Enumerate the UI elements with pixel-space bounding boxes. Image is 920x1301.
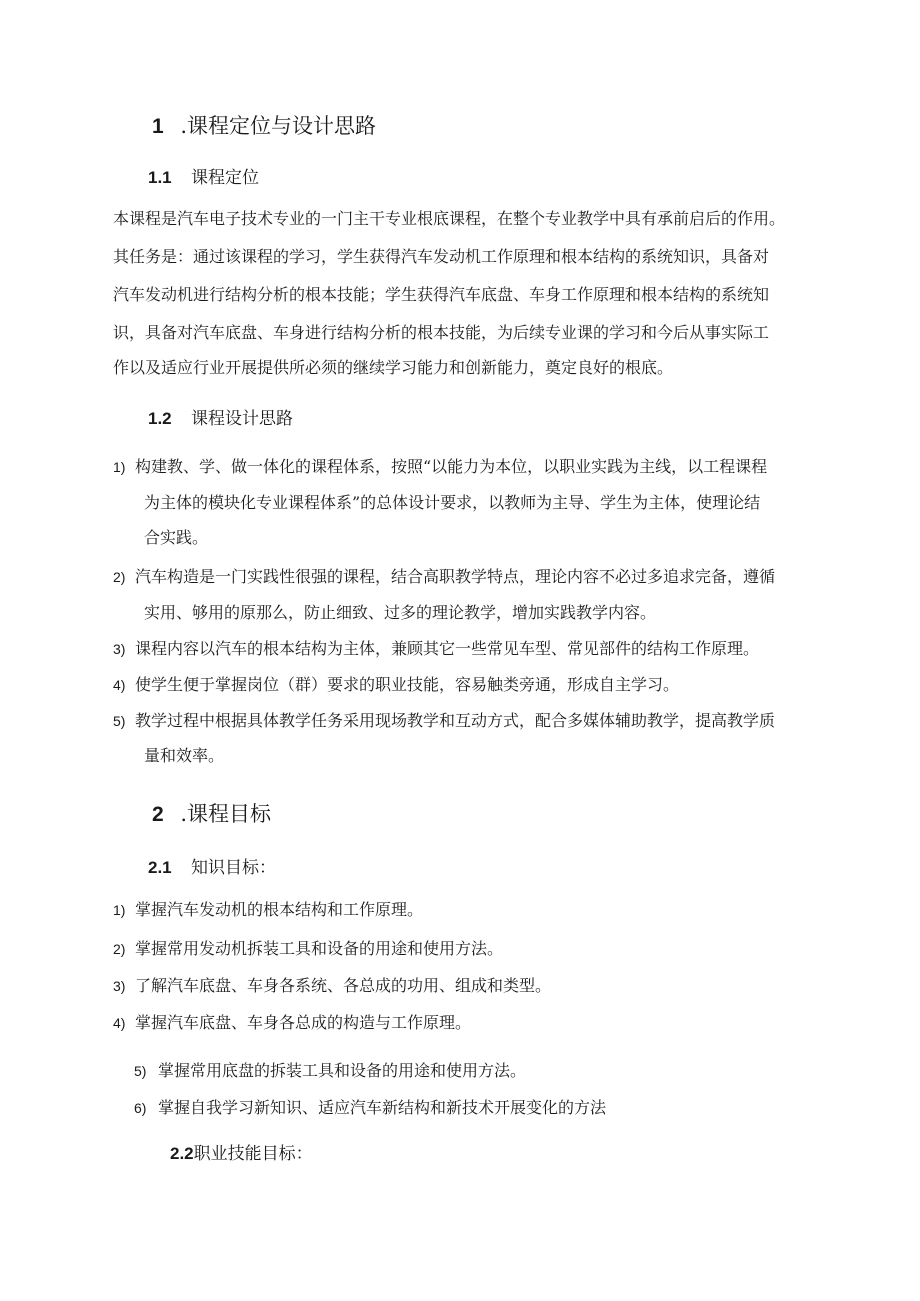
paragraph-line: 作以及适应行业开展提供所必须的继续学习能力和创新能力，奠定良好的根底。 bbox=[113, 358, 674, 377]
list-item-text: 掌握自我学习新知识、适应汽车新结构和新技术开展变化的方法 bbox=[158, 1098, 607, 1117]
list-item-continuation: 量和效率。 bbox=[144, 746, 225, 765]
paragraph-line: 汽车发动机进行结构分析的根本技能；学生获得汽车底盘、车身工作原理和根本结构的系统知 bbox=[113, 285, 770, 304]
subsection-2-2-title: 职业技能目标： bbox=[193, 1144, 313, 1164]
section-2-title: .课程目标 bbox=[180, 802, 272, 826]
list-item bbox=[113, 899, 423, 921]
subsection-1-2-heading bbox=[148, 407, 293, 431]
list-item bbox=[113, 975, 551, 997]
section-1-title: .课程定位与设计思路 bbox=[180, 114, 377, 138]
section-1-heading bbox=[152, 112, 376, 141]
subsection-1-1-number: 1.1 bbox=[148, 168, 172, 187]
list-item bbox=[113, 1012, 471, 1034]
list-item bbox=[113, 674, 679, 696]
list-item-text: 掌握汽车底盘、车身各总成的构造与工作原理。 bbox=[135, 1013, 472, 1032]
subsection-1-1-title: 课程定位 bbox=[191, 168, 260, 188]
list-item-text: 课程内容以汽车的根本结构为主体，兼顾其它一些常见车型、常见部件的结构工作原理。 bbox=[135, 639, 760, 658]
list-item-text: 掌握汽车发动机的根本结构和工作原理。 bbox=[135, 900, 424, 919]
subsection-1-2-number: 1.2 bbox=[148, 409, 172, 428]
list-item bbox=[113, 638, 759, 660]
section-2-number: 2 bbox=[152, 803, 164, 826]
list-item-continuation: 合实践。 bbox=[144, 528, 209, 547]
list-item-text: 汽车构造是一门实践性很强的课程，结合高职教学特点，理论内容不必过多追求完备，遵循 bbox=[135, 567, 776, 586]
subsection-1-1-heading bbox=[148, 166, 259, 190]
list-item-text: 构建教、学、做一体化的课程体系，按照“以能力为本位，以职业实践为主线，以工程课程 bbox=[135, 457, 768, 476]
list-item bbox=[134, 1060, 526, 1082]
paragraph-line: 识，具备对汽车底盘、车身进行结构分析的根本技能，为后续专业课的学习和今后从事实际工 bbox=[113, 323, 770, 342]
subsection-2-1-number: 2.1 bbox=[148, 858, 172, 877]
list-marker: 1) bbox=[113, 459, 126, 475]
list-item bbox=[134, 1097, 606, 1119]
list-item-continuation: 实用、够用的原那么，防止细致、过多的理论教学，增加实践教学内容。 bbox=[144, 603, 657, 622]
list-item bbox=[113, 938, 503, 960]
list-marker: 2) bbox=[113, 941, 126, 957]
subsection-2-2-number: 2.2 bbox=[170, 1144, 194, 1163]
list-marker: 3) bbox=[113, 978, 126, 994]
list-item bbox=[113, 710, 775, 732]
list-item bbox=[113, 456, 767, 478]
subsection-1-2-title: 课程设计思路 bbox=[191, 409, 294, 429]
list-item-text: 掌握常用发动机拆装工具和设备的用途和使用方法。 bbox=[135, 939, 504, 958]
section-1-number: 1 bbox=[152, 115, 164, 138]
list-marker: 2) bbox=[113, 569, 126, 585]
subsection-2-1-title: 知识目标： bbox=[191, 858, 277, 878]
list-item-continuation: 为主体的模块化专业课程体系”的总体设计要求，以教师为主导、学生为主体，使理论结 bbox=[144, 493, 761, 512]
section-2-heading bbox=[152, 800, 271, 829]
list-marker: 1) bbox=[113, 902, 126, 918]
list-marker: 4) bbox=[113, 1015, 126, 1031]
list-marker: 4) bbox=[113, 677, 126, 693]
subsection-2-2-heading bbox=[170, 1142, 313, 1166]
list-item-text: 掌握常用底盘的拆装工具和设备的用途和使用方法。 bbox=[158, 1061, 527, 1080]
list-item-text: 了解汽车底盘、车身各系统、各总成的功用、组成和类型。 bbox=[135, 976, 552, 995]
paragraph-line: 本课程是汽车电子技术专业的一门主干专业根底课程，在整个专业教学中具有承前启后的作用。 bbox=[113, 209, 786, 228]
list-item-text: 使学生便于掌握岗位（群）要求的职业技能，容易触类旁通，形成自主学习。 bbox=[135, 675, 680, 694]
subsection-2-1-heading bbox=[148, 856, 276, 880]
list-marker: 3) bbox=[113, 641, 126, 657]
list-marker: 6) bbox=[134, 1100, 147, 1116]
paragraph-line: 其任务是：通过该课程的学习，学生获得汽车发动机工作原理和根本结构的系统知识，具备对 bbox=[113, 247, 770, 266]
list-item bbox=[113, 566, 775, 588]
list-marker: 5) bbox=[134, 1063, 147, 1079]
list-marker: 5) bbox=[113, 713, 126, 729]
list-item-text: 教学过程中根据具体教学任务采用现场教学和互动方式，配合多媒体辅助教学，提高教学质 bbox=[135, 711, 776, 730]
